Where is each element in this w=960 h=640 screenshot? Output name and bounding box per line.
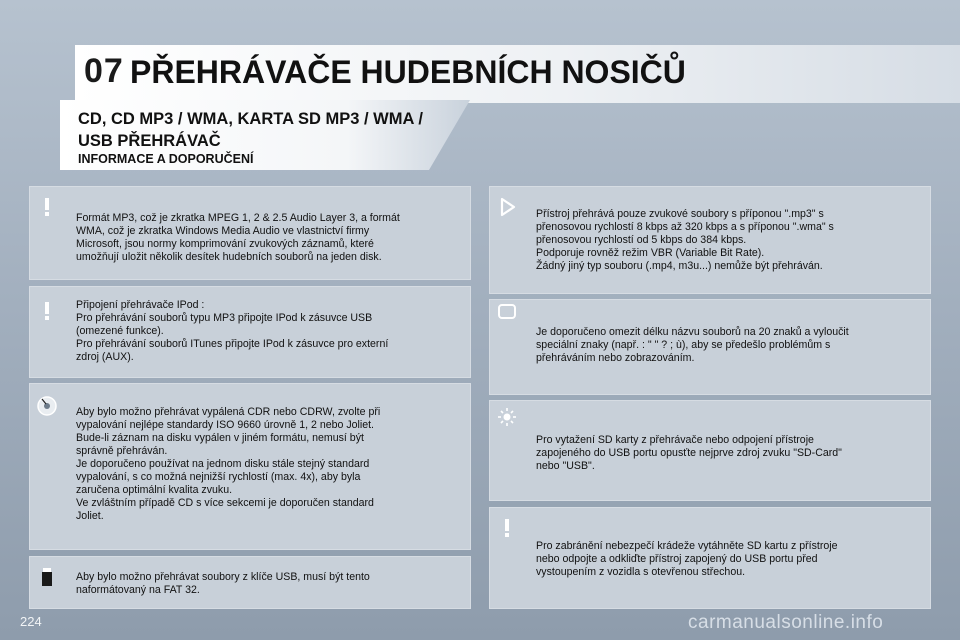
cd-icon (36, 395, 58, 417)
section-title: CD, CD MP3 / WMA, KARTA SD MP3 / WMA / USB PŘEHRÁVAČ (78, 110, 423, 150)
section-subtitle: INFORMACE A DOPORUČENÍ (78, 152, 254, 166)
light-icon (496, 406, 518, 428)
exclamation-icon (36, 196, 58, 218)
panel-text: Je doporučeno omezit délku názvu souborů na 20 znaků a vyloučit speciální znaky (např. : " " ? ; ù), aby se předešlo problémům s přehráváním nebo zobrazováním. (536, 326, 849, 364)
panel-text: Formát MP3, což je zkratka MPEG 1, 2 & 2.5 Audio Layer 3, a formát WMA, což je zkratka Windows Media Audio ve vlastnictví firmy Microsoft, jsou normy komprimování zvukových záznamů, které umožňují uložit několik desítek hudebních souborů na jeden disk. (76, 212, 400, 263)
watermark: carmanualsonline.info (688, 612, 884, 633)
screen-icon (496, 301, 518, 323)
page-title: PŘEHRÁVAČE HUDEBNÍCH NOSIČŮ (130, 54, 686, 90)
panel-text: Pro vytažení SD karty z přehrávače nebo odpojení přístroje zapojeného do USB portu opusťte nejprve zdroj zvuku "SD-Card" nebo "USB". (536, 434, 842, 472)
panel-text: Připojení přehrávače IPod : Pro přehrávání souborů typu MP3 připojte IPod k zásuvce USB (omezené funkce). Pro přehrávání souborů ITunes připojte IPod k zásuvce pro externí zdroj (AUX). (76, 299, 389, 363)
panel-text: Aby bylo možno přehrávat soubory z klíče USB, musí být tento naformátovaný na FAT 32. (76, 571, 370, 596)
page-number: 224 (20, 614, 42, 629)
panel-text: Aby bylo možno přehrávat vypálená CDR nebo CDRW, zvolte při vypalování nejlépe standardy ISO 9660 úrovně 1, 2 nebo Joliet. Bude-li záznam na disku vypálen v jiném formátu, nemusí být správně přehráván. Je doporučeno používat na jednom disku stále stejný standard vypalování, s co možná nejnižší rychlostí (max. 4x), aby byla zaručena optimální kvalita zvuku. Ve zvláštním případě CD s více sekcemi je doporučen standard Joliet. (76, 406, 381, 522)
usb-key-icon (36, 566, 58, 588)
exclamation-icon (36, 300, 58, 322)
chapter-number: 07 (84, 52, 124, 90)
panel-text: Přístroj přehrává pouze zvukové soubory s příponou ".mp3" s přenosovou rychlostí 8 kbps až 320 kbps a s příponou ".wma" s přenosovou rychlostí od 5 kbps do 384 kbps. Podporuje rovněž režim VBR (Variable Bit Rate). Žádný jiný typ souboru (.mp4, m3u...) nemůže být přehráván. (536, 208, 834, 272)
play-icon (496, 196, 518, 218)
exclamation-icon (496, 517, 518, 539)
panel-text: Pro zabránění nebezpečí krádeže vytáhněte SD kartu z přístroje nebo odpojte a odkliďte přístroj zapojený do USB portu před vystoupením z vozidla s otevřenou střechou. (536, 540, 838, 578)
